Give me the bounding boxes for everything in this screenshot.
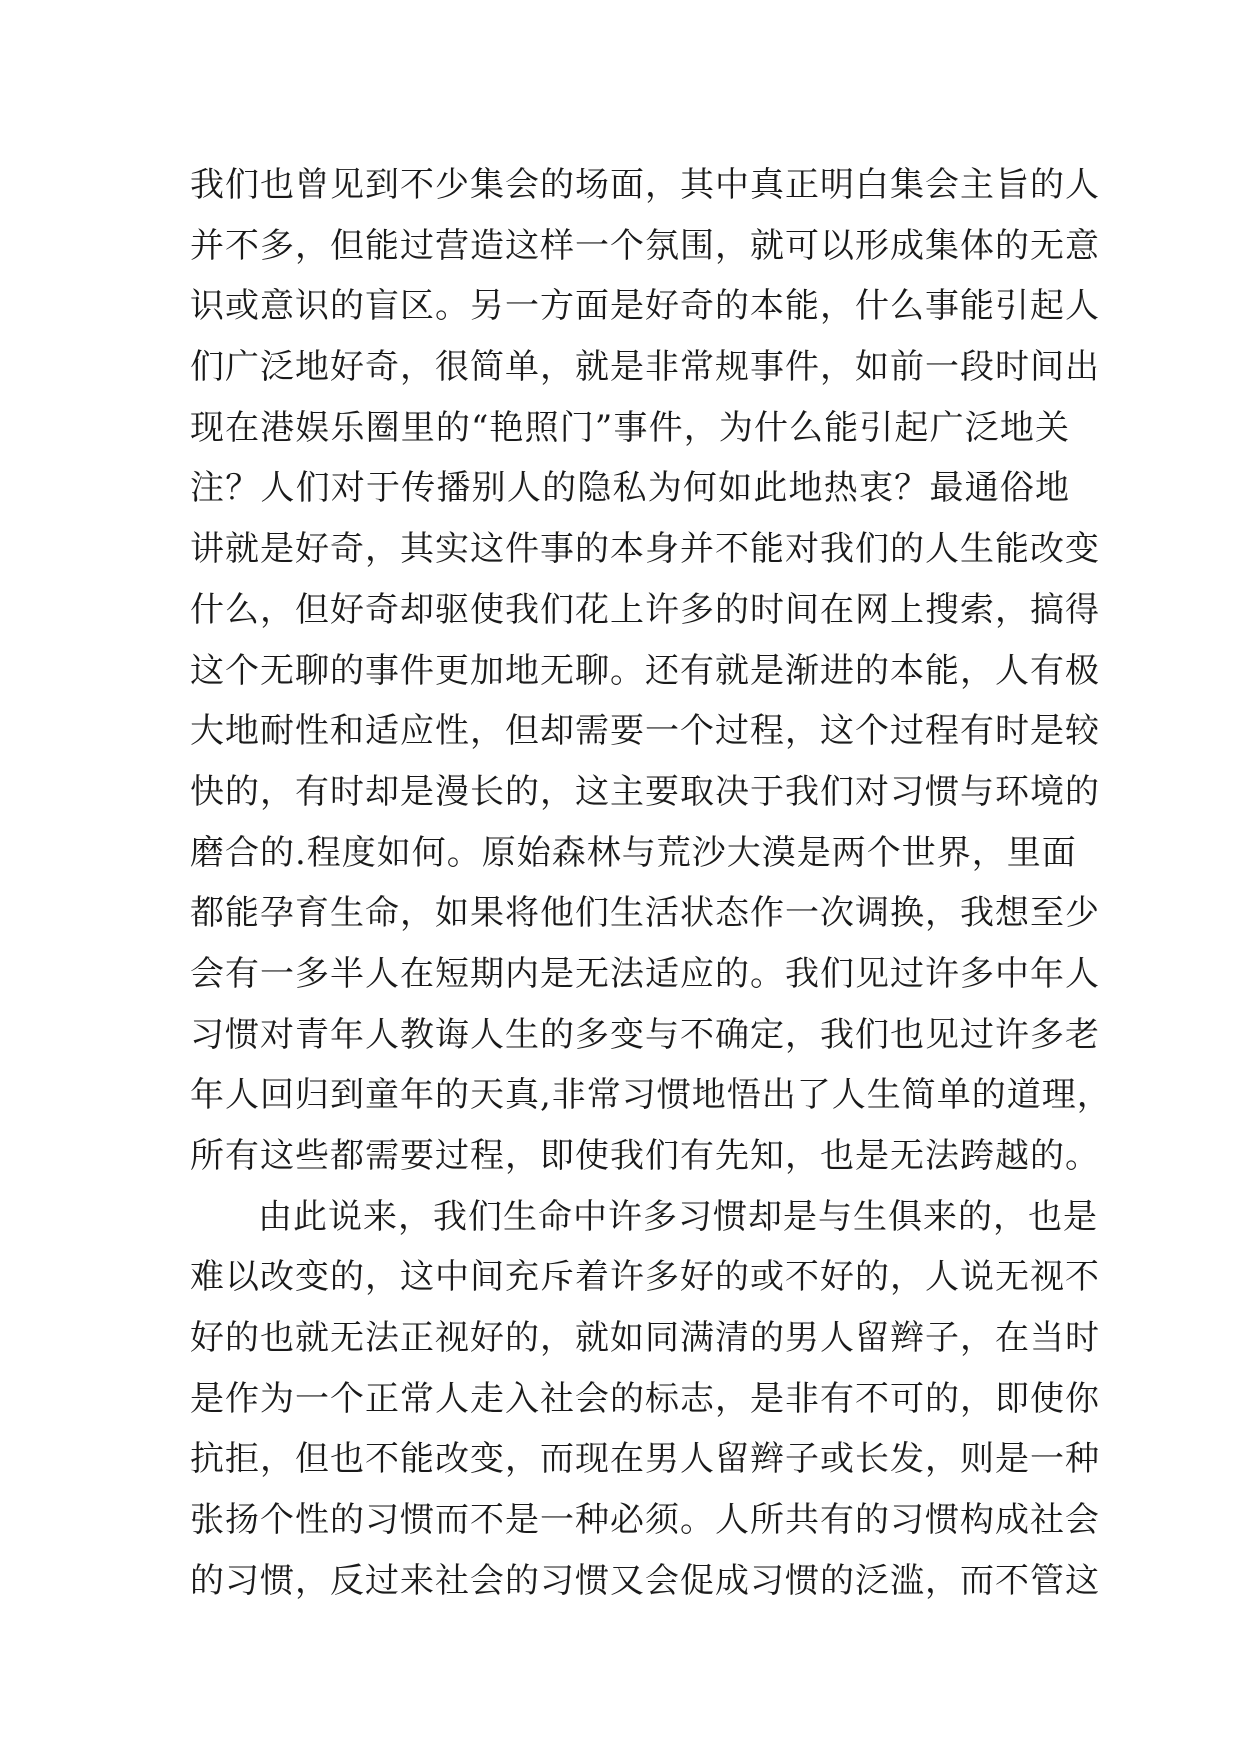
text-line: 并不多，但能过营造这样一个氛围，就可以形成集体的无意 bbox=[190, 225, 1100, 266]
text-line: 我们也曾见到不少集会的场面，其中真正明白集会主旨的人 bbox=[190, 165, 1100, 205]
text-line: 习惯对青年人教诲人生的多变与不确定，我们也见过许多老 bbox=[190, 1014, 1100, 1055]
text-line: 难以改变的，这中间充斥着许多好的或不好的，人说无视不 bbox=[190, 1257, 1100, 1298]
text-line: 快的，有时却是漫长的，这主要取决于我们对习惯与环境的 bbox=[190, 771, 1100, 812]
text-line: 年人回归到童年的天真,非常习惯地悟出了人生简单的道理， bbox=[190, 1075, 1112, 1116]
text-line: 注？人们对于传播别人的隐私为何如此地热衷？最通俗地 bbox=[190, 468, 1070, 509]
text-line: 们广泛地好奇，很简单，就是非常规事件，如前一段时间出 bbox=[190, 347, 1100, 388]
text-line: 好的也就无法正视好的，就如同满清的男人留辫子，在当时 bbox=[190, 1318, 1100, 1359]
body-text bbox=[190, 155, 1112, 1612]
text-line: 的习惯，反过来社会的习惯又会促成习惯的泛滥，而不管这 bbox=[190, 1560, 1100, 1601]
text-line: 识或意识的盲区。另一方面是好奇的本能，什么事能引起人 bbox=[190, 286, 1100, 327]
text-line: 抗拒，但也不能改变，而现在男人留辫子或长发，则是一种 bbox=[190, 1439, 1100, 1480]
text-line: 什么，但好奇却驱使我们花上许多的时间在网上搜索，搞得 bbox=[190, 589, 1100, 630]
text-line: 张扬个性的习惯而不是一种必须。人所共有的习惯构成社会 bbox=[190, 1500, 1100, 1541]
text-line: 所有这些都需要过程，即使我们有先知，也是无法跨越的。 bbox=[190, 1136, 1100, 1176]
text-line: 会有一多半人在短期内是无法适应的。我们见过许多中年人 bbox=[190, 953, 1100, 994]
text-line: 磨合的.程度如何。原始森林与荒沙大漠是两个世界，里面 bbox=[190, 832, 1077, 873]
text-line: 都能孕育生命，如果将他们生活状态作一次调换，我想至少 bbox=[190, 893, 1100, 934]
paragraph-start-line: 由此说来，我们生命中许多习惯却是与生俱来的，也是 bbox=[258, 1196, 1098, 1237]
text-line: 讲就是好奇，其实这件事的本身并不能对我们的人生能改变 bbox=[190, 529, 1100, 570]
text-line: 大地耐性和适应性，但却需要一个过程，这个过程有时是较 bbox=[190, 711, 1100, 752]
text-line: 是作为一个正常人走入社会的标志，是非有不可的，即使你 bbox=[190, 1378, 1100, 1419]
text-line: 现在港娱乐圈里的“艳照门”事件，为什么能引起广泛地关 bbox=[190, 407, 1070, 448]
text-line: 这个无聊的事件更加地无聊。还有就是渐进的本能，人有极 bbox=[190, 650, 1100, 691]
